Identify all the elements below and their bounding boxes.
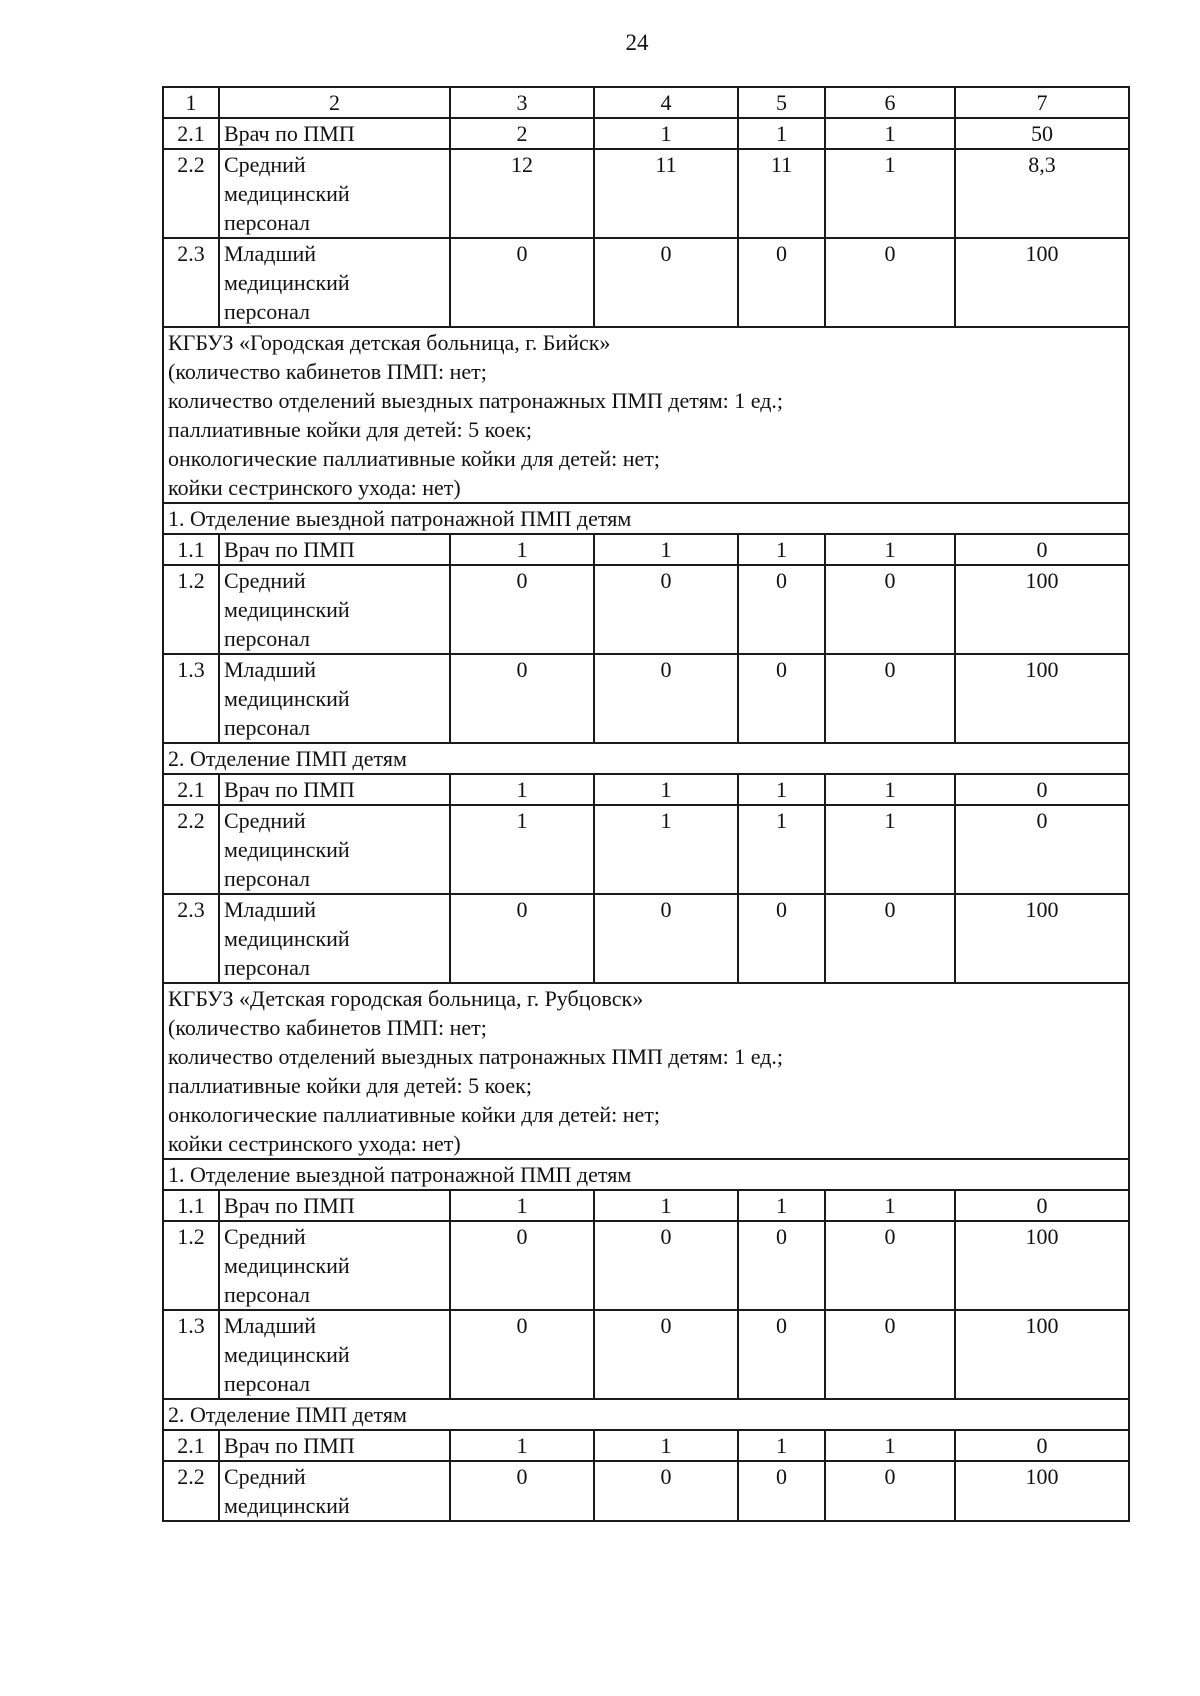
table-row [163, 1221, 1129, 1310]
row-number-cell: 1.3 [163, 1310, 219, 1399]
organization-detail-line: онкологические паллиативные койки для детей: нет; [168, 446, 661, 471]
organization-info-cell [163, 327, 1129, 503]
value-cell-col6: 0 [825, 1221, 955, 1310]
value-cell-col7: 100 [955, 238, 1129, 327]
row-number-cell: 1.1 [163, 1190, 219, 1221]
value-cell-col5: 1 [738, 805, 825, 894]
position-name-line: Младший [224, 1313, 316, 1338]
position-name-line: медицинский [224, 181, 350, 206]
position-name-line: медицинский [224, 270, 350, 295]
value-cell-col6: 0 [825, 1461, 955, 1521]
row-number-cell: 2.1 [163, 118, 219, 149]
position-name-cell [219, 1221, 450, 1310]
page-number: 24 [625, 30, 649, 55]
position-name-cell [219, 1461, 450, 1521]
value-cell-col5: 0 [738, 894, 825, 983]
table-row [163, 894, 1129, 983]
value-cell-col7: 100 [955, 1310, 1129, 1399]
organization-detail-line: паллиативные койки для детей: 5 коек; [168, 1073, 532, 1098]
section-title: 2. Отделение ПМП детям [163, 743, 1129, 774]
staff-table-container [162, 86, 1128, 1522]
section-title: 1. Отделение выездной патронажной ПМП детям [163, 503, 1129, 534]
value-cell-col6: 1 [825, 149, 955, 238]
value-cell-col7: 100 [955, 1461, 1129, 1521]
table-row [163, 654, 1129, 743]
value-cell-col3: 0 [450, 1221, 594, 1310]
value-cell-col7: 100 [955, 565, 1129, 654]
column-number-header: 6 [825, 87, 955, 118]
position-name-cell [219, 774, 450, 805]
section-title-row [163, 503, 1129, 534]
organization-detail-line: количество отделений выездных патронажных ПМП детям: 1 ед.; [168, 1044, 784, 1069]
position-name-cell [219, 565, 450, 654]
position-name-cell [219, 654, 450, 743]
organization-name: КГБУЗ «Городская детская больница, г. Бийск» [168, 330, 611, 355]
row-number-cell: 2.2 [163, 805, 219, 894]
position-name-line: Средний [224, 808, 306, 833]
organization-detail-line: онкологические паллиативные койки для детей: нет; [168, 1102, 661, 1127]
value-cell-col5: 1 [738, 1430, 825, 1461]
position-name-line: персонал [224, 1371, 311, 1396]
position-name-line: Врач по ПМП [224, 1193, 355, 1218]
position-name-line: персонал [224, 210, 311, 235]
position-name-cell [219, 1190, 450, 1221]
value-cell-col5: 0 [738, 238, 825, 327]
value-cell-col6: 1 [825, 534, 955, 565]
position-name-line: медицинский [224, 686, 350, 711]
organization-detail-line: койки сестринского ухода: нет) [168, 1131, 461, 1156]
position-name-line: Врач по ПМП [224, 537, 355, 562]
position-name-line: медицинский [224, 1253, 350, 1278]
value-cell-col6: 0 [825, 654, 955, 743]
table-row [163, 1461, 1129, 1521]
table-row [163, 1190, 1129, 1221]
value-cell-col5: 0 [738, 654, 825, 743]
position-name-line: персонал [224, 299, 311, 324]
value-cell-col3: 0 [450, 238, 594, 327]
position-name-line: персонал [224, 715, 311, 740]
value-cell-col5: 0 [738, 1221, 825, 1310]
value-cell-col5: 1 [738, 534, 825, 565]
value-cell-col4: 1 [594, 1190, 738, 1221]
position-name-line: Врач по ПМП [224, 1433, 355, 1458]
value-cell-col5: 0 [738, 1310, 825, 1399]
position-name-line: Врач по ПМП [224, 121, 355, 146]
value-cell-col5: 0 [738, 565, 825, 654]
value-cell-col3: 12 [450, 149, 594, 238]
position-name-cell [219, 894, 450, 983]
value-cell-col7: 100 [955, 1221, 1129, 1310]
value-cell-col7: 0 [955, 534, 1129, 565]
value-cell-col5: 0 [738, 1461, 825, 1521]
row-number-cell: 1.2 [163, 565, 219, 654]
value-cell-col5: 1 [738, 118, 825, 149]
value-cell-col6: 1 [825, 118, 955, 149]
value-cell-col4: 11 [594, 149, 738, 238]
position-name-line: медицинский [224, 597, 350, 622]
value-cell-col7: 100 [955, 894, 1129, 983]
organization-detail-line: количество отделений выездных патронажных ПМП детям: 1 ед.; [168, 388, 784, 413]
section-title-row [163, 1159, 1129, 1190]
organization-detail-line: койки сестринского ухода: нет) [168, 475, 461, 500]
value-cell-col3: 0 [450, 894, 594, 983]
value-cell-col4: 1 [594, 774, 738, 805]
value-cell-col4: 0 [594, 238, 738, 327]
organization-detail-line: паллиативные койки для детей: 5 коек; [168, 417, 532, 442]
row-number-cell: 2.3 [163, 238, 219, 327]
value-cell-col6: 0 [825, 1310, 955, 1399]
table-row [163, 774, 1129, 805]
value-cell-col4: 1 [594, 1430, 738, 1461]
position-name-line: персонал [224, 626, 311, 651]
row-number-cell: 2.2 [163, 149, 219, 238]
value-cell-col7: 50 [955, 118, 1129, 149]
value-cell-col6: 0 [825, 894, 955, 983]
value-cell-col3: 0 [450, 565, 594, 654]
table-row [163, 534, 1129, 565]
value-cell-col7: 100 [955, 654, 1129, 743]
position-name-line: Средний [224, 1464, 306, 1489]
value-cell-col4: 1 [594, 534, 738, 565]
row-number-cell: 2.3 [163, 894, 219, 983]
organization-row [163, 327, 1129, 503]
position-name-cell [219, 805, 450, 894]
value-cell-col3: 0 [450, 1310, 594, 1399]
position-name-line: Младший [224, 897, 316, 922]
value-cell-col3: 1 [450, 805, 594, 894]
column-number-header: 5 [738, 87, 825, 118]
value-cell-col7: 0 [955, 1430, 1129, 1461]
value-cell-col6: 1 [825, 774, 955, 805]
organization-detail-line: (количество кабинетов ПМП: нет; [168, 359, 487, 384]
value-cell-col5: 1 [738, 774, 825, 805]
value-cell-col4: 0 [594, 654, 738, 743]
value-cell-col4: 0 [594, 1310, 738, 1399]
section-title: 2. Отделение ПМП детям [163, 1399, 1129, 1430]
value-cell-col6: 1 [825, 805, 955, 894]
position-name-line: Младший [224, 241, 316, 266]
value-cell-col6: 0 [825, 238, 955, 327]
row-number-cell: 2.1 [163, 774, 219, 805]
value-cell-col3: 1 [450, 1430, 594, 1461]
table-row [163, 1430, 1129, 1461]
position-name-cell [219, 1430, 450, 1461]
row-number-cell: 1.3 [163, 654, 219, 743]
table-row [163, 149, 1129, 238]
position-name-line: медицинский [224, 1493, 350, 1518]
value-cell-col3: 1 [450, 774, 594, 805]
value-cell-col5: 1 [738, 1190, 825, 1221]
row-number-cell: 1.1 [163, 534, 219, 565]
table-row [163, 1310, 1129, 1399]
value-cell-col3: 1 [450, 1190, 594, 1221]
column-number-header: 7 [955, 87, 1129, 118]
value-cell-col7: 8,3 [955, 149, 1129, 238]
value-cell-col3: 0 [450, 1461, 594, 1521]
position-name-line: медицинский [224, 1342, 350, 1367]
position-name-cell [219, 238, 450, 327]
value-cell-col5: 11 [738, 149, 825, 238]
position-name-cell [219, 149, 450, 238]
table-row [163, 805, 1129, 894]
position-name-line: персонал [224, 955, 311, 980]
position-name-line: Средний [224, 1224, 306, 1249]
section-title: 1. Отделение выездной патронажной ПМП детям [163, 1159, 1129, 1190]
position-name-cell [219, 534, 450, 565]
value-cell-col3: 0 [450, 654, 594, 743]
value-cell-col4: 0 [594, 565, 738, 654]
position-name-line: медицинский [224, 926, 350, 951]
value-cell-col7: 0 [955, 805, 1129, 894]
position-name-line: медицинский [224, 837, 350, 862]
organization-row [163, 983, 1129, 1159]
value-cell-col6: 0 [825, 565, 955, 654]
table-row [163, 238, 1129, 327]
value-cell-col4: 0 [594, 1221, 738, 1310]
value-cell-col6: 1 [825, 1190, 955, 1221]
value-cell-col7: 0 [955, 1190, 1129, 1221]
position-name-line: персонал [224, 866, 311, 891]
table-row [163, 118, 1129, 149]
value-cell-col7: 0 [955, 774, 1129, 805]
position-name-cell [219, 118, 450, 149]
column-number-header: 3 [450, 87, 594, 118]
value-cell-col6: 1 [825, 1430, 955, 1461]
position-name-line: Средний [224, 152, 306, 177]
section-title-row [163, 743, 1129, 774]
organization-info-cell [163, 983, 1129, 1159]
value-cell-col4: 0 [594, 1461, 738, 1521]
section-title-row [163, 1399, 1129, 1430]
value-cell-col4: 1 [594, 118, 738, 149]
column-number-header: 4 [594, 87, 738, 118]
column-number-header: 2 [219, 87, 450, 118]
column-number-header: 1 [163, 87, 219, 118]
staff-table [162, 86, 1130, 1522]
position-name-line: персонал [224, 1282, 311, 1307]
value-cell-col4: 1 [594, 805, 738, 894]
position-name-line: Врач по ПМП [224, 777, 355, 802]
position-name-line: Средний [224, 568, 306, 593]
value-cell-col3: 2 [450, 118, 594, 149]
value-cell-col3: 1 [450, 534, 594, 565]
organization-name: КГБУЗ «Детская городская больница, г. Рубцовск» [168, 986, 644, 1011]
value-cell-col4: 0 [594, 894, 738, 983]
organization-detail-line: (количество кабинетов ПМП: нет; [168, 1015, 487, 1040]
table-row [163, 565, 1129, 654]
row-number-cell: 2.1 [163, 1430, 219, 1461]
position-name-line: Младший [224, 657, 316, 682]
position-name-cell [219, 1310, 450, 1399]
table-header-row [163, 87, 1129, 118]
row-number-cell: 1.2 [163, 1221, 219, 1310]
row-number-cell: 2.2 [163, 1461, 219, 1521]
